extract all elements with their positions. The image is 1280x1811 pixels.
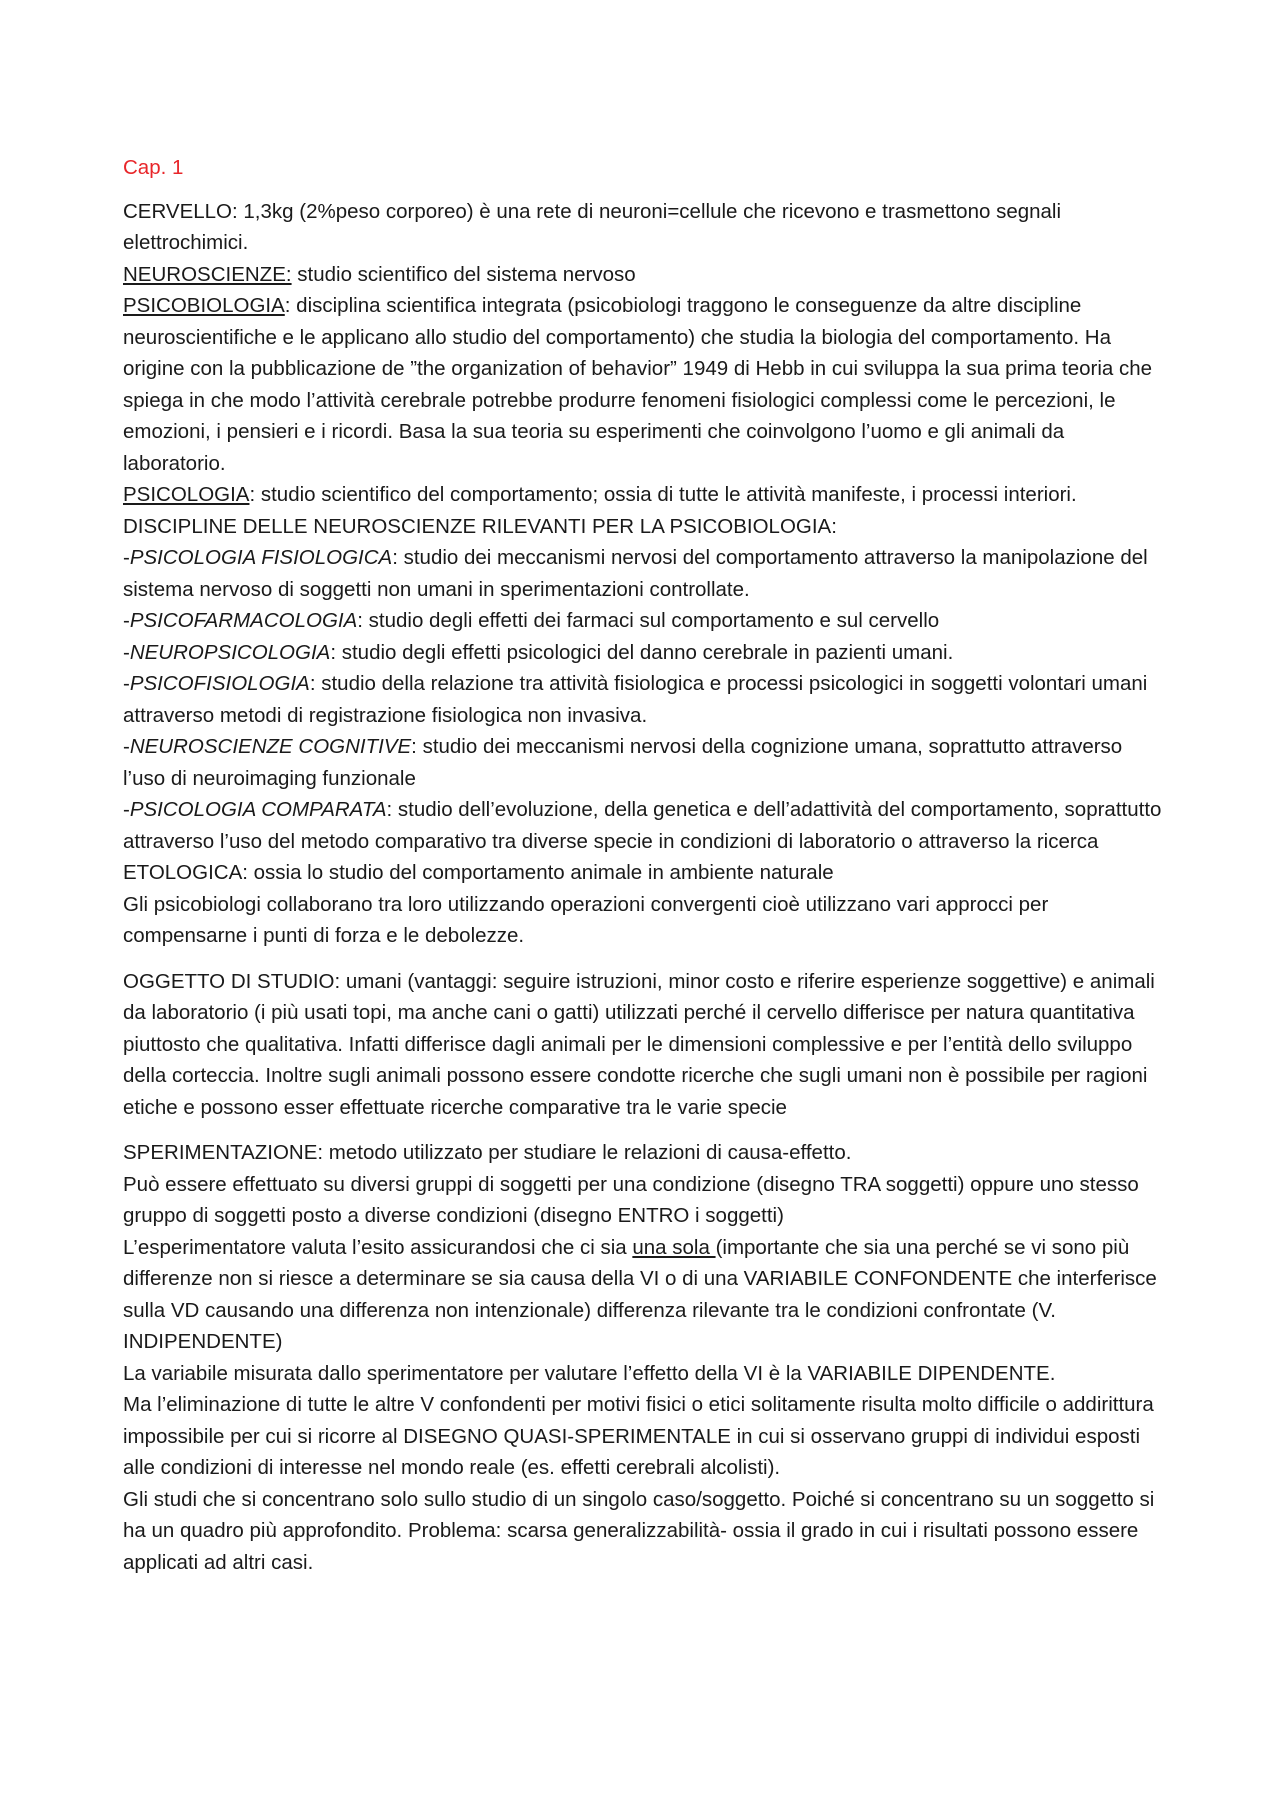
discipline-definition: : studio dei meccanismi nervosi del comportamento attraverso la manipolazione del sistema nervoso di soggetti non umani in sperimentazioni controllate.: [123, 546, 1148, 601]
discipline-item: -PSICOFARMACOLOGIA: studio degli effetti dei farmaci sul comportamento e sul cervello: [123, 609, 940, 632]
paragraph-gap: [123, 952, 1163, 966]
section-experimentation: [123, 1137, 1163, 1578]
discipline-definition: : studio degli effetti psicologici del danno cerebrale in pazienti umani.: [330, 640, 954, 664]
discipline-item: -PSICOFISIOLOGIA: studio della relazione tra attività fisiologica e processi psicologici in soggetti volontari umani attraverso metodi di registrazione fisiologica non invasiva.: [123, 672, 1148, 727]
discipline-definition: : studio della relazione tra attività fisiologica e processi psicologici in soggetti volontari umani attraverso metodi di registrazione fisiologica non invasiva.: [123, 672, 1148, 727]
neuroscienze-term: NEUROSCIENZE:: [123, 262, 292, 286]
section-study-object: [123, 966, 1163, 1124]
single-case-paragraph: Gli studi che si concentrano solo sullo studio di un singolo caso/soggetto. Poiché si concentrano su un soggetto si ha un quadro più approfondito. Problema: scarsa generalizzabilità- ossia il grado in cui i risultati possono essere applicati ad altri casi.: [123, 1487, 1155, 1574]
oggetto-paragraph: OGGETTO DI STUDIO: umani (vantaggi: seguire istruzioni, minor costo e riferire esperienze soggettive) e animali da laboratorio (i più usati topi, ma anche cani o gatti) utilizzati perché il cervello differisce per natura quantitativa piuttosto che qualitativa. Infatti differisce dagli animali per le dimensioni complessive e per l’entità dello sviluppo della corteccia. Inoltre sugli animali possono essere condotte ricerche che sugli umani non è possibile per ragioni etiche e possono esser effettuate ricerche comparative tra le varie specie: [123, 969, 1155, 1119]
document-page: [123, 152, 1163, 1578]
collaboration-paragraph: Gli psicobiologi collaborano tra loro utilizzando operazioni convergenti cioè utilizzano vari approcci per compensarne i punti di forza e le debolezze.: [123, 892, 1049, 947]
section-introduction: [123, 196, 1163, 952]
discipline-definition: : studio dei meccanismi nervosi della cognizione umana, soprattutto attraverso l’uso di neuroimaging funzionale: [123, 735, 1123, 790]
discipline-term: NEUROSCIENZE COGNITIVE: [129, 735, 412, 758]
experimenter-paragraph: L’esperimentatore valuta l’esito assicurandosi che ci sia una sola (importante che sia una perché se vi sono più differenze non si riesce a determinare se sia causa della VI o di una VARIABILE CONFONDENTE che interferisce sulla VD causando una differenza non intenzionale) differenza rilevante tra le condizioni confrontate (V. INDIPENDENTE): [123, 1235, 1157, 1353]
discipline-term: NEUROPSICOLOGIA: [129, 640, 331, 664]
chapter-heading: Cap. 1: [123, 156, 184, 179]
discipline-item: -PSICOLOGIA FISIOLOGICA: studio dei meccanismi nervosi del comportamento attraverso la manipolazione del sistema nervoso di soggetti non umani in sperimentazioni controllate.: [123, 546, 1148, 601]
discipline-term: PSICOLOGIA COMPARATA: [129, 798, 387, 821]
cervello-paragraph: CERVELLO: 1,3kg (2%peso corporeo) è una rete di neuroni=cellule che ricevono e trasmettono segnali elettrochimici.: [123, 199, 1062, 254]
dependent-variable-paragraph: La variabile misurata dallo sperimentatore per valutare l’effetto della VI è la VARIABILE DIPENDENTE.: [123, 1361, 1056, 1385]
sperimentazione-paragraph: SPERIMENTAZIONE: metodo utilizzato per studiare le relazioni di causa-effetto.: [123, 1141, 852, 1164]
psicologia-term: PSICOLOGIA: [123, 483, 250, 506]
psicobiologia-definition: : disciplina scientifica integrata (psicobiologi traggono le conseguenze da altre discipline neuroscientifiche e le applicano allo studio del comportamento) che studia la biologia del comportamento. Ha origine con la pubblicazione de ”the organization of behavior” 1949 di Hebb in cui sviluppa la sua prima teoria che spiega in che modo l’attività cerebrale potrebbe produrre fenomeni fisiologici complessi come le percezioni, le emozioni, i pensieri e i ricordi. Basa la sua teoria su esperimenti che coinvolgono l’uomo e gli animali da laboratorio.: [123, 294, 1153, 475]
discipline-term: PSICOFISIOLOGIA: [129, 672, 310, 695]
discipline-item: -PSICOLOGIA COMPARATA: studio dell’evoluzione, della genetica e dell’adattività del comportamento, soprattutto attraverso l’uso del metodo comparativo tra diverse specie in condizioni di laboratorio o attraverso la ricerca ETOLOGICA: ossia lo studio del comportamento animale in ambiente naturale: [123, 798, 1162, 884]
discipline-definition: : studio dell’evoluzione, della genetica e dell’adattività del comportamento, soprattutto attraverso l’uso del metodo comparativo tra diverse specie in condizioni di laboratorio o attraverso la ricerca ETOLOGICA: ossia lo studio del comportamento animale in ambiente naturale: [123, 798, 1162, 884]
una-sola-emphasis: una sola: [632, 1235, 716, 1259]
disciplines-heading: DISCIPLINE DELLE NEUROSCIENZE RILEVANTI PER LA PSICOBIOLOGIA:: [123, 514, 837, 538]
psicobiologia-paragraph: [123, 290, 1163, 479]
design-paragraph: Può essere effettuato su diversi gruppi di soggetti per una condizione (disegno TRA soggetti) oppure uno stesso gruppo di soggetti posto a diverse condizioni (disegno ENTRO i soggetti): [123, 1172, 1139, 1227]
discipline-item: -NEUROSCIENZE COGNITIVE: studio dei meccanismi nervosi della cognizione umana, soprattutto attraverso l’uso di neuroimaging funzionale: [123, 735, 1123, 790]
psicobiologia-term: PSICOBIOLOGIA: [123, 294, 285, 317]
neuroscienze-paragraph: [123, 259, 1163, 291]
quasi-experimental-paragraph: Ma l’eliminazione di tutte le altre V confondenti per motivi fisici o etici solitamente risulta molto difficile o addirittura impossibile per cui si ricorre al DISEGNO QUASI-SPERIMENTALE in cui si osservano gruppi di individui esposti alle condizioni di interesse nel mondo reale (es. effetti cerebrali alcolisti).: [123, 1393, 1154, 1479]
discipline-term: PSICOLOGIA FISIOLOGICA: [129, 546, 393, 569]
psicologia-paragraph: [123, 479, 1163, 511]
discipline-term: PSICOFARMACOLOGIA: [129, 609, 358, 632]
neuroscienze-definition: studio scientifico del sistema nervoso: [291, 262, 636, 286]
psicologia-definition: : studio scientifico del comportamento; ossia di tutte le attività manifeste, i processi interiori.: [249, 483, 1077, 506]
paragraph-gap: [123, 1123, 1163, 1137]
discipline-item: -NEUROPSICOLOGIA: studio degli effetti psicologici del danno cerebrale in pazienti umani.: [123, 640, 954, 664]
discipline-definition: : studio degli effetti dei farmaci sul comportamento e sul cervello: [357, 609, 940, 632]
